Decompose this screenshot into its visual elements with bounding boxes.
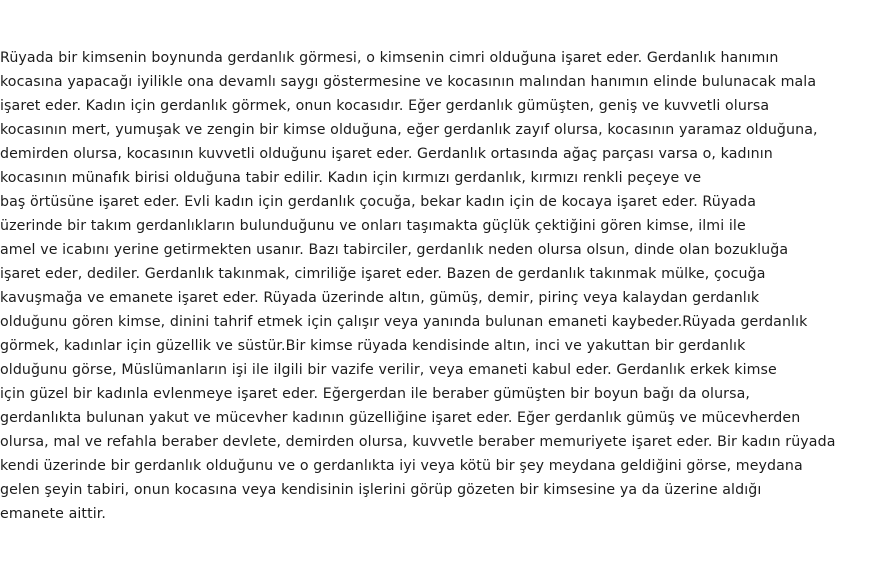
text-line: emanete aittir. (0, 506, 107, 522)
article-text (0, 46, 875, 526)
text-line: kocasının mert, yumuşak ve zengin bir kimse olduğuna, eğer gerdanlık zayıf olursa, kocasının yaramaz olduğuna, (0, 122, 818, 138)
text-line: gerdanlıkta bulunan yakut ve mücevher kadının güzelliğine işaret eder. Eğer gerdanlık gümüş ve mücevherden (0, 410, 801, 426)
text-line: işaret eder, dediler. Gerdanlık takınmak, cimriliğe işaret eder. Bazen de gerdanlık takınmak mülke, çocuğa (0, 266, 766, 282)
text-line: kavuşmağa ve emanete işaret eder. Rüyada üzerinde altın, gümüş, demir, pirinç veya kalaydan gerdanlık (0, 290, 760, 306)
text-line: olduğunu görse, Müslümanların işi ile ilgili bir vazife verilir, veya emaneti kabul eder. Gerdanlık erkek kimse (0, 362, 777, 378)
text-line: Rüyada bir kimsenin boynunda gerdanlık görmesi, o kimsenin cimri olduğuna işaret eder. Gerdanlık hanımın (0, 50, 779, 66)
text-line: olursa, mal ve refahla beraber devlete, demirden olursa, kuvvetle beraber memuriyete işaret eder. Bir kadın rüyada (0, 434, 836, 450)
text-line: kocasına yapacağı iyilikle ona devamlı saygı göstermesine ve kocasının malından hanımın elinde bulunacak mala (0, 74, 817, 90)
text-line: olduğunu gören kimse, dinini tahrif etmek için çalışır veya yanında bulunan emaneti kaybeder.Rüyada gerdanlık (0, 314, 808, 330)
text-line: gelen şeyin tabiri, onun kocasına veya kendisinin işlerini görüp gözeten bir kimsesine ya da üzerine aldığı (0, 482, 762, 498)
text-line: kendi üzerinde bir gerdanlık olduğunu ve o gerdanlıkta iyi veya kötü bir şey meydana geldiğini görse, meydana (0, 458, 803, 474)
text-line: görmek, kadınlar için güzellik ve süstür.Bir kimse rüyada kendisinde altın, inci ve yakuttan bir gerdanlık (0, 338, 746, 354)
text-line: için güzel bir kadınla evlenmeye işaret eder. Eğergerdan ile beraber gümüşten bir boyun bağı da olursa, (0, 386, 751, 402)
text-line: amel ve icabını yerine getirmekten usanır. Bazı tabirciler, gerdanlık neden olursa olsun, dinde olan bozukluğa (0, 242, 789, 258)
text-line: işaret eder. Kadın için gerdanlık görmek, onun kocasıdır. Eğer gerdanlık gümüşten, geniş ve kuvvetli olursa (0, 98, 770, 114)
text-line: demirden olursa, kocasının kuvvetli olduğunu işaret eder. Gerdanlık ortasında ağaç parçası varsa o, kadının (0, 146, 773, 162)
text-line: baş örtüsüne işaret eder. Evli kadın için gerdanlık çocuğa, bekar kadın için de kocaya işaret eder. Rüyada (0, 194, 757, 210)
text-line: kocasının münafık birisi olduğuna tabir edilir. Kadın için kırmızı gerdanlık, kırmızı renkli peçeye ve (0, 170, 702, 186)
text-line: üzerinde bir takım gerdanlıkların bulunduğunu ve onları taşımakta güçlük çektiğini gören kimse, ilmi ile (0, 218, 746, 234)
